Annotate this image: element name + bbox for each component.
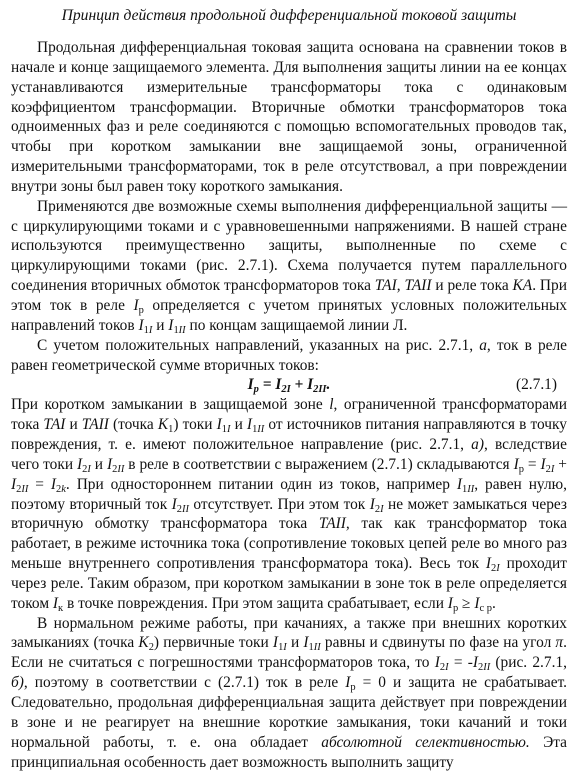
- paragraph-1: Продольная дифференциальная токовая защита основана на сравнении токов в начале и конце защищаемого элемента. Для выполнения защиты линии на ее концах устанавливаются измерительные трансформаторы тока с одинаковым коэффициентом трансформации. Вторичные обмотки трансформаторов тока одноименных фаз и реле соединяются с помощью вспомогательных проводов так, чтобы при коротком замыкании вне защищаемой зоны, ограниченной измерительными трансформаторами, ток в реле отсутствовал, а при повреждении внутри зоны был равен току короткого замыкания.: [11, 39, 567, 195]
- formula-number: (2.7.1): [515, 376, 557, 394]
- paragraph-5: В нормальном режиме работы, при качаниях, а также при внешних коротких замыканиях (точка $K_2$) первичные токи $I_{1I}$ и $I_{1II}$ равны и сдвинуты по фазе на угол π. Если не считаться с погрешностями трансформаторов тока, то $I_{2I} = -I_{2II}$ (рис. 2.7.1, б), поэтому в соответствии с (2.7.1) ток в реле $I_р = 0$ и защита не срабатывает. Следовательно, продольная дифференциальная защита действует при повреждении в зоне и не реагирует на внешние короткие замыкания, токи качаний и токи нормальной работы, т. е. она обладает абсолютной селективностью. Эта принципиальная особенность дает возможность выполнить защиту: [11, 614, 567, 771]
- page-title: Принцип действия продольной дифференциальной токовой защиты: [61, 7, 517, 24]
- formula-expression: $I_р = I_{2I} + I_{2II}$.: [247, 376, 331, 396]
- formula-2-7-1: [11, 375, 567, 395]
- paragraph-3: С учетом положительных направлений, указанных на рис. 2.7.1, а, ток в реле равен геометрической сумме вторичных токов:: [11, 336, 567, 374]
- paragraph-4: При коротком замыкании в защищаемой зоне l, ограниченной трансформаторами тока TAI и TAII (точка $K_1$) токи $I_{1I}$ и $I_{1II}$ от источников питания направляются в точку повреждения, т. е. имеют положительное направление (рис. 2.7.1, а), вследствие чего токи $I_{2I}$ и $I_{2II}$ в реле в соответствии с выражением (2.7.1) складываются $I_р = I_{2I} + I_{2II} = I_{2k}$. При одностороннем питании один из токов, например $I_{1II}$, равен нулю, поэтому вторичный ток $I_{2II}$ отсутствует. При этом ток $I_{2I}$ не может замыкаться через вторичную обмотку трансформатора тока TAII, так как трансформатор тока работает, в режиме источника тока (сопротивление токовых цепей реле во много раз меньше внутреннего сопротивления трансформатора тока). Весь ток $I_{2I}$ проходит через реле. Таким образом, при коротком замыкании в зоне ток в реле определяется током $I_к$ в точке повреждения. При этом защита срабатывает, если $I_р \ge I_{с р}$.: [11, 396, 567, 614]
- paragraph-2: Применяются две возможные схемы выполнения дифференциальной защиты — с циркулирующими токами и с уравновешенными напряжениями. В нашей стране используются преимущественно защиты, выполненные по схеме с циркулирующими токами (рис. 2.7.1). Схема получается путем параллельного соединения вторичных обмоток трансформаторов тока TAI, TAII и реле тока KA. При этом ток в реле $I_р$ определяется с учетом принятых условных положительных направлений токов $I_{1I}$ и $I_{1II}$ по концам защищаемой линии Л.: [11, 197, 567, 336]
